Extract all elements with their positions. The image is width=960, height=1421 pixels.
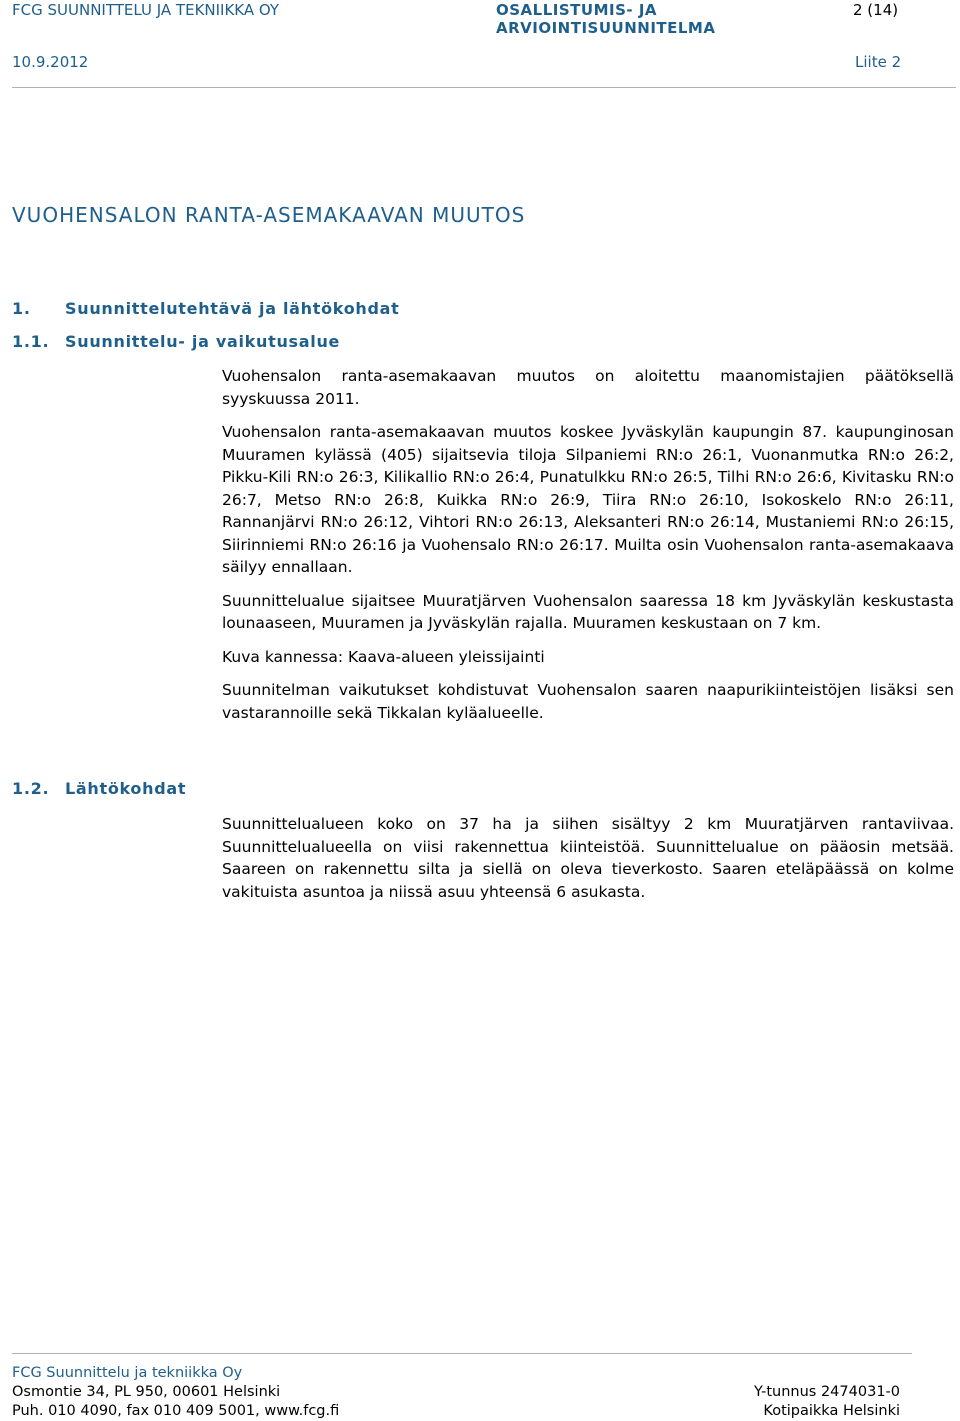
header-company: FCG SUUNNITTELU JA TEKNIIKKA OY	[12, 1, 280, 19]
header-date: 10.9.2012	[12, 53, 89, 71]
paragraph-properties: Vuohensalon ranta-asemakaavan muutos koskee Jyväskylän kaupungin 87. kaupunginosan Muuramen kylässä (405) sijaitsevia tiloja Silpaniemi RN:o 26:1, Vuonanmutka RN:o 26:2, Pikku-Kili RN:o 26:3, Kilikallio RN:o 26:4, Punatulkku RN:o 26:5, Tilhi RN:o 26:6, Kivitasku RN:o 26:7, Metso RN:o 26:8, Kuikka RN:o 26:9, Tiira RN:o 26:10, Isokoskelo RN:o 26:11, Rannanjärvi RN:o 26:12, Vihtori RN:o 26:13, Aleksanteri RN:o 26:14, Mustaniemi RN:o 26:15, Siirinniemi RN:o 26:16 ja Vuohensalo RN:o 26:17. Muilta osin Vuohensalon ranta-asemakaava säilyy ennallaan.	[222, 423, 954, 576]
section-1-2-body	[222, 813, 954, 903]
paragraph-area-size: Suunnittelualueen koko on 37 ha ja siihen sisältyy 2 km Muuratjärven rantaviivaa. Suunnittelualueella on viisi rakennettua kiinteistöä. Suunnittelualue on pääosin metsää. Saareen on rakennettu silta ja siellä on oleva tieverkosto. Saaren eteläpäässä on kolme vakituista asuntoa ja niissä asuu yhteensä 6 asukasta.	[222, 815, 954, 901]
paragraph-cover-image: Kuva kannessa: Kaava-alueen yleissijainti	[222, 647, 545, 666]
section-1-2-title: Lähtökohdat	[65, 779, 187, 798]
footer-business-id: Y-tunnus 2474031-0	[753, 1384, 900, 1400]
section-1-1-title: Suunnittelu- ja vaikutusalue	[65, 332, 341, 351]
footer-domicile: Kotipaikka Helsinki	[763, 1403, 900, 1419]
section-1-number: 1.	[12, 299, 31, 318]
header-page-number: 2 (14)	[853, 1, 899, 19]
footer-contact: Puh. 010 4090, fax 010 409 5001, www.fcg.fi	[12, 1403, 340, 1419]
footer-divider	[12, 1353, 912, 1354]
footer-address: Osmontie 34, PL 950, 00601 Helsinki	[12, 1384, 281, 1400]
header-attachment: Liite 2	[855, 53, 902, 71]
section-1-title: Suunnittelutehtävä ja lähtökohdat	[65, 299, 400, 318]
paragraph-impacts: Suunnitelman vaikutukset kohdistuvat Vuohensalon saaren naapurikiinteistöjen lisäksi sen vastarannoille sekä Tikkalan kyläalueelle.	[222, 681, 954, 722]
footer-company: FCG Suunnittelu ja tekniikka Oy	[12, 1365, 243, 1381]
paragraph-start: Vuohensalon ranta-asemakaavan muutos on aloitettu maanomistajien päätöksellä syyskuussa 2011.	[222, 367, 954, 408]
header-divider	[12, 87, 956, 88]
section-1-1-body	[222, 365, 954, 724]
section-1-2-number: 1.2.	[12, 779, 50, 798]
header-doc-type-line1: OSALLISTUMIS- JA	[496, 1, 658, 19]
header-doc-type-line2: ARVIOINTISUUNNITELMA	[496, 19, 716, 37]
paragraph-location: Suunnittelualue sijaitsee Muuratjärven Vuohensalon saaressa 18 km Jyväskylän keskustasta lounaaseen, Muuramen ja Jyväskylän rajalla. Muuramen keskustaan on 7 km.	[222, 591, 954, 632]
document-title: VUOHENSALON RANTA-ASEMAKAAVAN MUUTOS	[12, 203, 526, 227]
section-1-1-number: 1.1.	[12, 332, 50, 351]
